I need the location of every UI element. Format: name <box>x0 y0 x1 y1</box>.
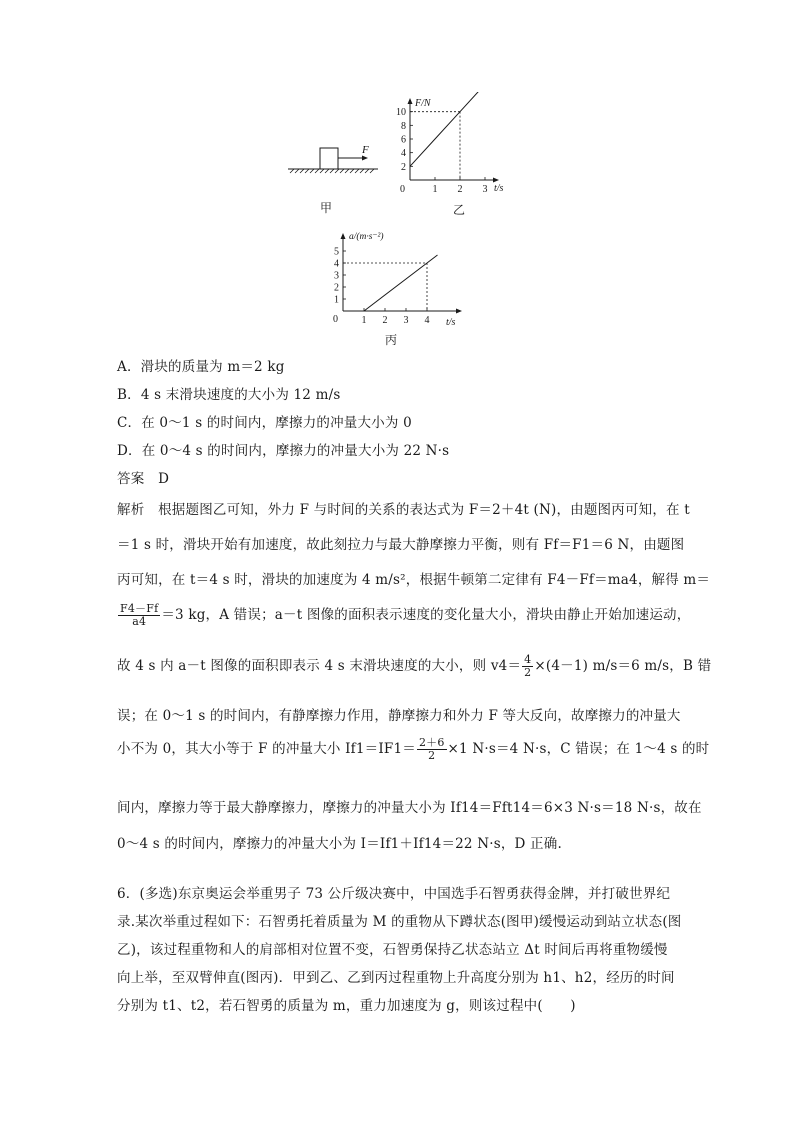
chart-yi-ylabel: F/N <box>415 98 431 109</box>
y-tick-label: 3 <box>334 270 339 282</box>
chart-yi <box>385 92 520 220</box>
chart-bing-ylabel: a/(m·s⁻²) <box>349 232 384 242</box>
x-tick-label: 3 <box>482 184 488 195</box>
y-tick-label: 10 <box>396 107 406 119</box>
y-tick-label: 2 <box>334 282 339 294</box>
x-axis-arrow <box>493 178 499 183</box>
x-tick-label: 3 <box>403 315 409 326</box>
analysis-line-4: $\frac{F4-Ff}{a4}$ ＝3 kg，A 错误；a－t 图像的面积表示速度的变化量大小，滑块由静止开始加速运动， <box>120 602 691 628</box>
fraction-mass: $\frac{F4-Ff}{a4}$ <box>120 602 159 628</box>
chart-bing-origin: 0 <box>333 314 338 325</box>
y-tick-label: 4 <box>334 258 339 270</box>
analysis-line-2: ＝1 s 时，滑块开始有加速度，故此刻拉力与最大静摩擦力平衡，则有 Ff＝F1＝6 N，由题图 <box>117 537 685 553</box>
x-tick-label: 2 <box>382 315 388 326</box>
x-axis-arrow <box>456 309 462 314</box>
x-tick-label: 2 <box>457 184 463 195</box>
option-c: C．在 0～1 s 的时间内，摩擦力的冲量大小为 0 <box>117 415 412 431</box>
chart-yi-origin: 0 <box>400 184 405 195</box>
option-a: A．滑块的质量为 m＝2 kg <box>117 359 285 375</box>
y-tick-label: 6 <box>401 134 406 146</box>
y-axis-arrow <box>408 98 413 104</box>
option-b: B．4 s 末滑块速度的大小为 12 m/s <box>117 387 341 403</box>
analysis-line-7: 小不为 0，其大小等于 F 的冲量大小 If1＝IF1＝ $\frac{2+6}{2}$ ×1 N·s＝4 N·s，C 错误；在 1～4 s 的时 <box>117 736 710 762</box>
q6-line-1: 6．(多选)东京奥运会举重男子 73 公斤级决赛中，中国选手石智勇获得金牌，并打破世界纪 <box>117 886 671 902</box>
force-label: F <box>362 144 369 156</box>
q6-line-5: 分别为 t1、t2，若石智勇的质量为 m，重力加速度为 g，则该过程中( ) <box>117 998 576 1014</box>
x-tick-label: 4 <box>424 315 430 326</box>
analysis-line-5: 故 4 s 内 a－t 图像的面积即表示 4 s 末滑块速度的大小，则 v4＝ $\frac{4}{2}$ ×(4－1) m/s＝6 m/s，B 错 <box>117 653 712 679</box>
chart-bing-xlabel: t/s <box>446 317 456 328</box>
q6-line-2: 录.某次举重过程如下：石智勇托着质量为 M 的重物从下蹲状态(图甲)缓慢运动到站立状态(图 <box>117 914 682 930</box>
answer: 答案 D <box>117 471 170 487</box>
y-tick-label: 5 <box>334 246 339 258</box>
block <box>320 148 338 169</box>
x-tick-label: 1 <box>361 315 367 326</box>
label-yi: 乙 <box>453 203 466 217</box>
label-bing: 丙 <box>385 333 398 347</box>
y-tick-label: 1 <box>334 294 339 306</box>
analysis-line-8: 间内，摩擦力等于最大静摩擦力，摩擦力的冲量大小为 If14＝Fft14＝6×3 N·s＝18 N·s，故在 <box>117 800 702 816</box>
y-axis-arrow <box>341 233 346 239</box>
fraction-velocity: $\frac{4}{2}$ <box>524 653 532 679</box>
analysis-line-9: 0～4 s 的时间内，摩擦力的冲量大小为 I＝If1＋If14＝22 N·s，D 正确. <box>117 836 562 852</box>
y-tick-label: 4 <box>401 148 406 160</box>
y-tick-label: 8 <box>401 120 406 132</box>
figure-jia <box>280 140 390 220</box>
option-d: D．在 0～4 s 的时间内，摩擦力的冲量大小为 22 N·s <box>117 443 450 459</box>
analysis-line-1: 解析 根据题图乙可知，外力 F 与时间的关系的表达式为 F＝2＋4t (N)，由题图丙可知，在 t <box>117 502 690 518</box>
fraction-impulse: $\frac{2+6}{2}$ <box>418 736 445 762</box>
y-tick-label: 2 <box>401 161 406 173</box>
analysis-line-3: 丙可知，在 t＝4 s 时，滑块的加速度为 4 m/s²，根据牛顿第二定律有 F4－Ff＝ma4，解得 m＝ <box>117 572 711 588</box>
label-jia: 甲 <box>320 201 333 215</box>
chart-bing <box>325 228 470 348</box>
analysis-line-6: 误；在 0～1 s 的时间内，有静摩擦力作用，静摩擦力和外力 F 等大反向，故摩擦力的冲量大 <box>117 708 681 724</box>
q6-line-4: 向上举，至双臂伸直(图丙)．甲到乙、乙到丙过程重物上升高度分别为 h1、h2，经历的时间 <box>117 970 675 986</box>
q6-line-3: 乙)，该过程重物和人的肩部相对位置不变，石智勇保持乙状态站立 Δt 时间后再将重物缓慢 <box>117 942 668 958</box>
x-tick-label: 1 <box>432 184 438 195</box>
chart-yi-xlabel: t/s <box>494 183 504 194</box>
